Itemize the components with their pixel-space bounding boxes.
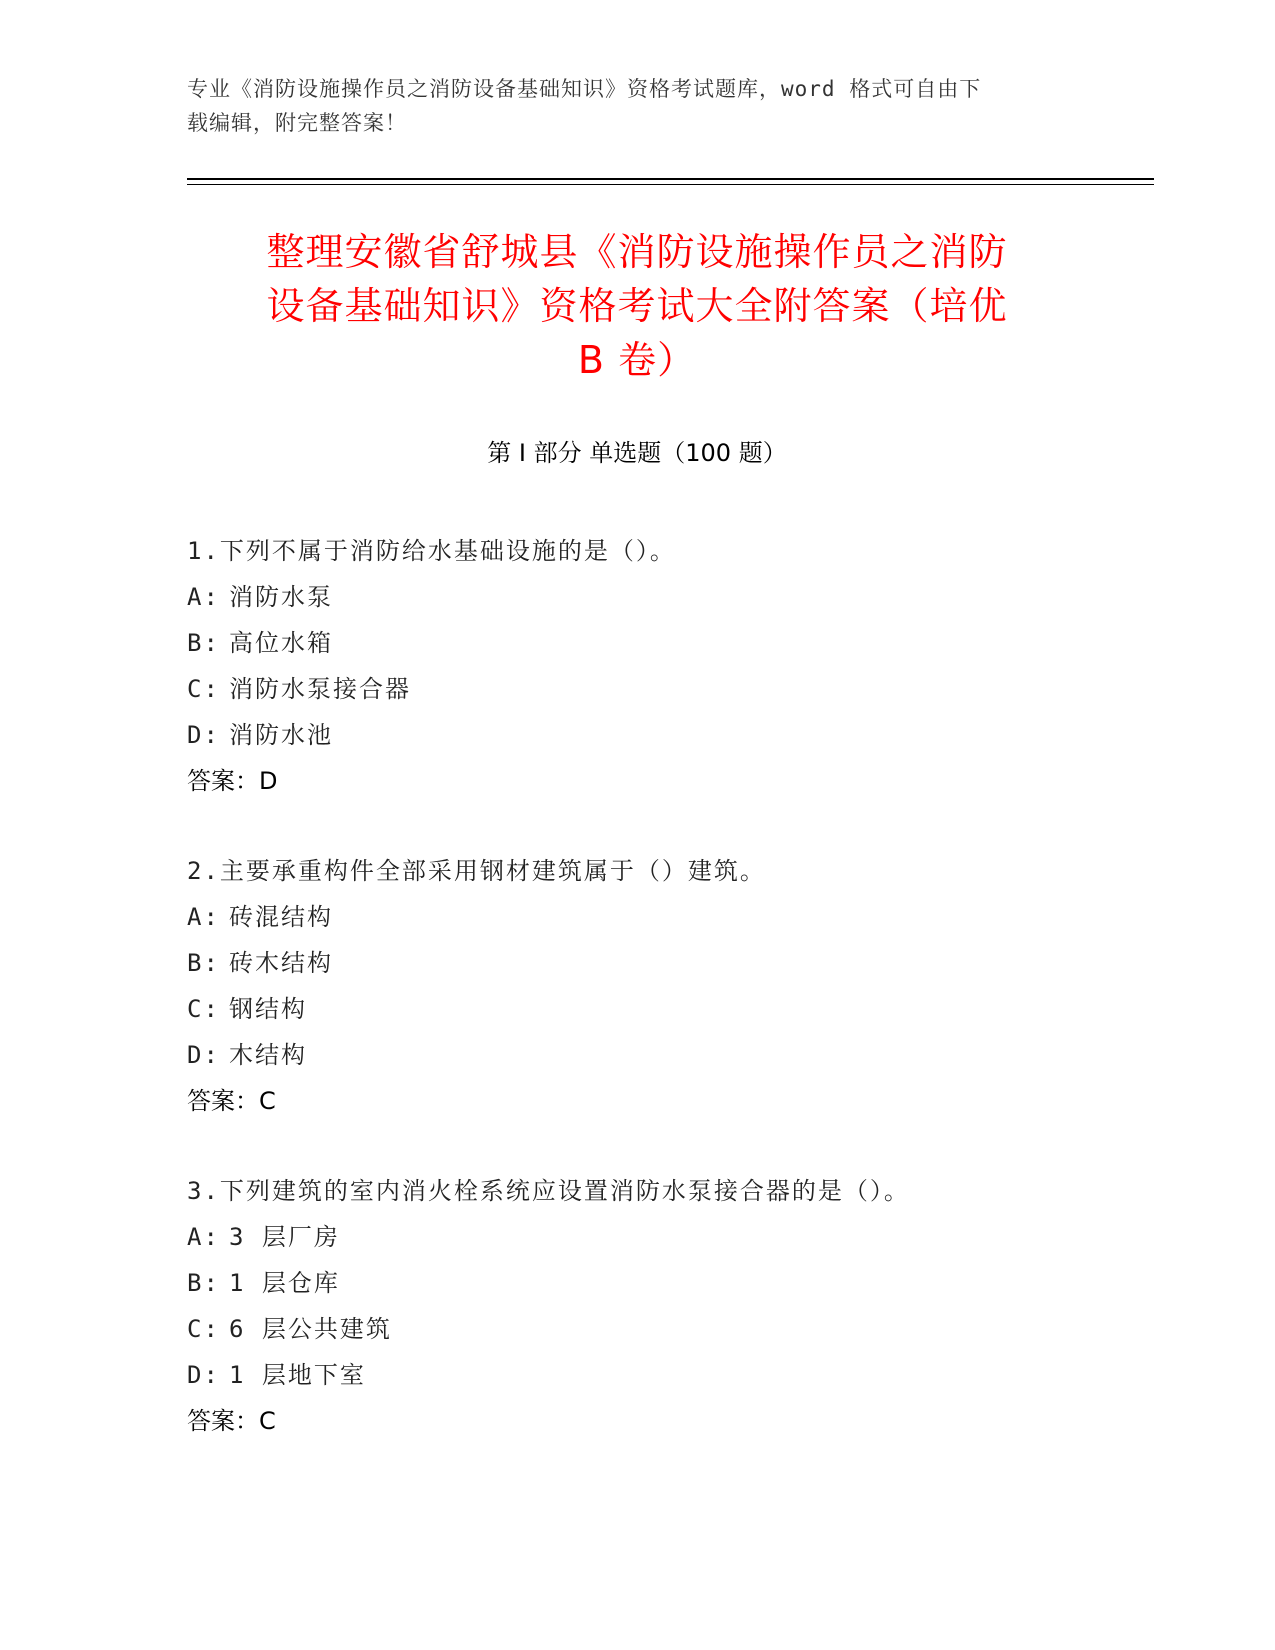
option-text: 高位水箱 — [229, 629, 333, 657]
option-c — [187, 1306, 1087, 1352]
option-letter: D: — [187, 1361, 220, 1389]
intro-text — [187, 72, 1077, 140]
option-b — [187, 1260, 1087, 1306]
option-letter: C: — [187, 675, 220, 703]
option-letter: A: — [187, 903, 220, 931]
title-line-3: B 卷） — [577, 338, 697, 382]
option-letter: C: — [187, 1315, 220, 1343]
option-text: 砖混结构 — [229, 903, 333, 931]
option-text: 消防水池 — [229, 721, 333, 749]
option-text: 6 层公共建筑 — [229, 1315, 392, 1343]
option-letter: B: — [187, 1269, 220, 1297]
intro-line-2: 载编辑，附完整答案！ — [187, 111, 407, 135]
option-c — [187, 986, 1087, 1032]
option-text: 1 层地下室 — [229, 1361, 366, 1389]
option-b — [187, 620, 1087, 666]
option-text: 1 层仓库 — [229, 1269, 340, 1297]
option-d — [187, 1032, 1087, 1078]
title-line-2: 设备基础知识》资格考试大全附答案（培优 — [266, 284, 1008, 328]
document-title — [187, 225, 1087, 387]
option-d — [187, 712, 1087, 758]
answer-line: 答案：D — [187, 767, 278, 795]
question-3 — [187, 1168, 1087, 1444]
question-stem: 2.主要承重构件全部采用钢材建筑属于（）建筑。 — [187, 857, 766, 885]
option-text: 3 层厂房 — [229, 1223, 340, 1251]
question-1 — [187, 528, 1087, 804]
option-letter: C: — [187, 995, 220, 1023]
option-text: 砖木结构 — [229, 949, 333, 977]
question-stem: 3.下列建筑的室内消火栓系统应设置消防水泵接合器的是（）。 — [187, 1177, 910, 1205]
option-d — [187, 1352, 1087, 1398]
answer-line: 答案：C — [187, 1087, 276, 1115]
header-divider-thick — [187, 178, 1154, 180]
option-text: 钢结构 — [229, 995, 307, 1023]
option-c — [187, 666, 1087, 712]
option-text: 木结构 — [229, 1041, 307, 1069]
option-letter: D: — [187, 1041, 220, 1069]
option-letter: A: — [187, 1223, 220, 1251]
option-letter: A: — [187, 583, 220, 611]
option-letter: B: — [187, 629, 220, 657]
title-line-1: 整理安徽省舒城县《消防设施操作员之消防 — [266, 230, 1008, 274]
option-a — [187, 1214, 1087, 1260]
intro-line-1: 专业《消防设施操作员之消防设备基础知识》资格考试题库，word 格式可自由下 — [187, 77, 982, 101]
section-heading: 第 I 部分 单选题（100 题） — [487, 439, 787, 467]
question-2 — [187, 848, 1087, 1124]
option-letter: D: — [187, 721, 220, 749]
option-letter: B: — [187, 949, 220, 977]
option-a — [187, 894, 1087, 940]
question-stem: 1.下列不属于消防给水基础设施的是（）。 — [187, 537, 676, 565]
answer-line: 答案：C — [187, 1407, 276, 1435]
option-b — [187, 940, 1087, 986]
option-text: 消防水泵 — [229, 583, 333, 611]
option-a — [187, 574, 1087, 620]
header-divider-thin — [187, 184, 1154, 185]
option-text: 消防水泵接合器 — [229, 675, 411, 703]
